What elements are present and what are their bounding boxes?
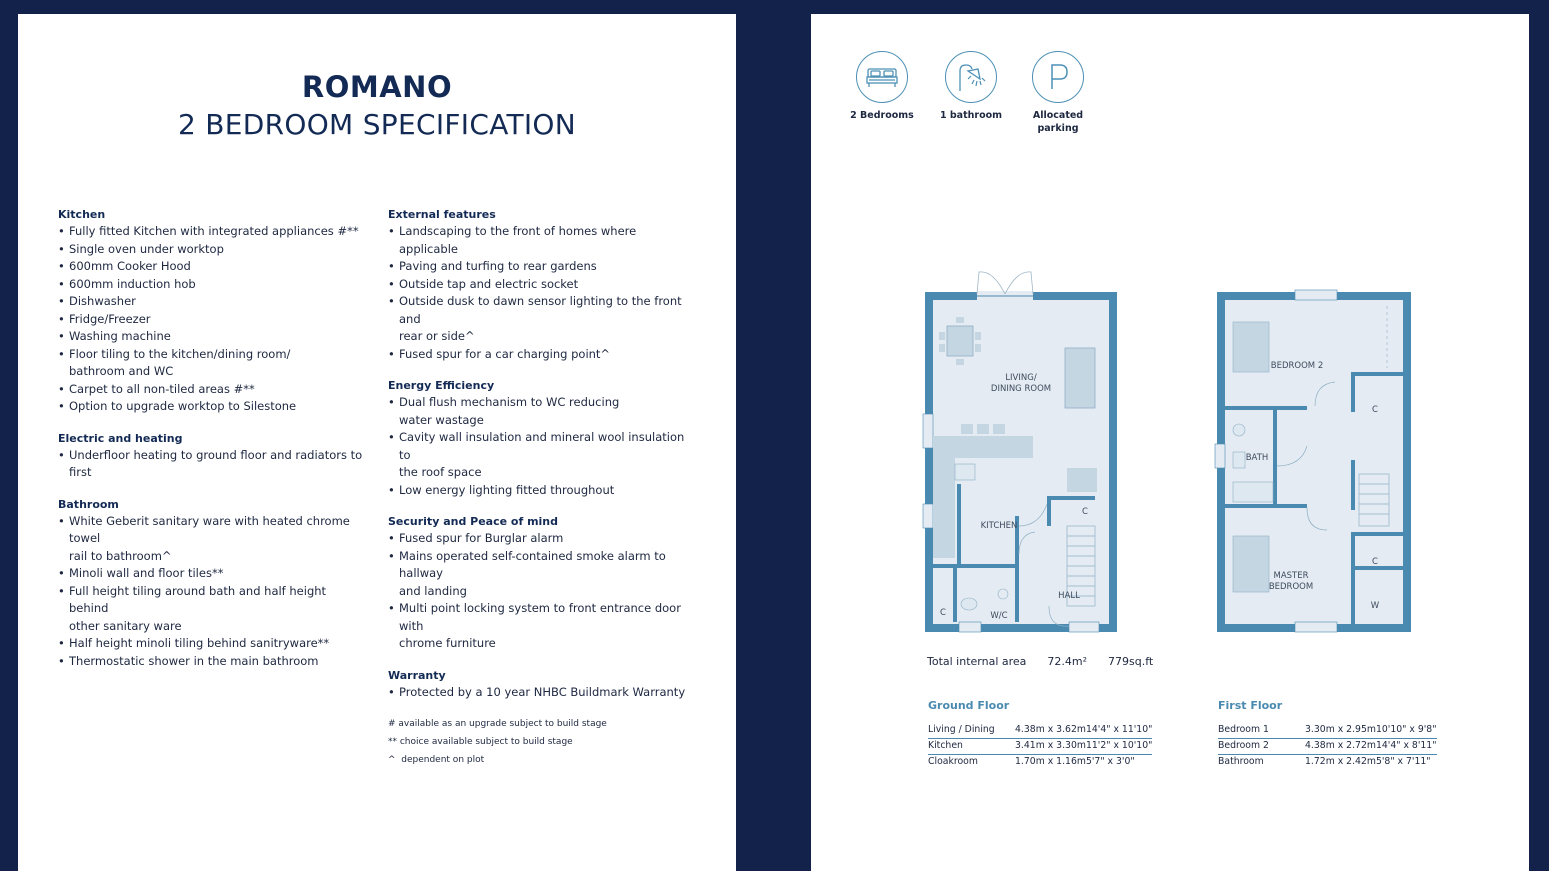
parking-icon bbox=[1032, 51, 1084, 103]
list-item: • Dishwasher bbox=[58, 293, 363, 311]
room-imperial: 5'8" x 7'11" bbox=[1375, 756, 1431, 767]
footnote: # available as an upgrade subject to build stage bbox=[388, 719, 607, 729]
list-item: • Floor tiling to the kitchen/dining room/ bathroom and WC bbox=[58, 346, 363, 381]
list-item: • Low energy lighting fitted throughout bbox=[388, 482, 693, 500]
area-label: Total internal area bbox=[927, 655, 1027, 668]
room-metric: 3.41m x 3.30m bbox=[1015, 739, 1086, 755]
room-metric: 4.38m x 2.72m bbox=[1305, 739, 1376, 755]
list-item: • Mains operated self-contained smoke alarm to hallway and landing bbox=[388, 548, 693, 601]
room-metric: 1.72m x 2.42m bbox=[1305, 756, 1376, 767]
bed-icon bbox=[856, 51, 908, 103]
room-label-dining: DINING ROOM bbox=[990, 384, 1052, 394]
list-item: • Dual flush mechanism to WC reducing water wastage bbox=[388, 394, 693, 429]
list-item: • Washing machine bbox=[58, 328, 363, 346]
room-imperial: 11'2" x 10'10" bbox=[1086, 739, 1152, 755]
spec-list bbox=[58, 447, 363, 482]
feature-bedrooms bbox=[842, 51, 922, 122]
room-label-kitchen: KITCHEN bbox=[980, 521, 1018, 531]
room-label-wc: W/C bbox=[990, 611, 1008, 621]
ground-plan-drawing bbox=[923, 272, 1117, 632]
spec-list bbox=[58, 513, 363, 671]
spec-column-left bbox=[58, 206, 363, 670]
list-item: • White Geberit sanitary ware with heated chrome towel rail to bathroom^ bbox=[58, 513, 363, 566]
section-heading: External features bbox=[388, 208, 496, 221]
footnote: ** choice available subject to build stage bbox=[388, 737, 573, 747]
table-row bbox=[1218, 755, 1437, 771]
list-item: • Fridge/Freezer bbox=[58, 311, 363, 329]
room-name: Living / Dining bbox=[928, 723, 1015, 739]
list-item: • Underfloor heating to ground floor and radiators to first bbox=[58, 447, 363, 482]
list-item: • Thermostatic shower in the main bathroom bbox=[58, 653, 363, 671]
page-subtitle: 2 BEDROOM SPECIFICATION bbox=[177, 108, 577, 141]
room-label-bedroom-2: BEDROOM 2 bbox=[1270, 361, 1324, 371]
room-metric: 3.30m x 2.95m bbox=[1305, 723, 1376, 739]
feature-parking bbox=[1018, 51, 1098, 135]
ground-floor-heading: Ground Floor bbox=[928, 699, 1010, 712]
room-label-cupboard: C bbox=[1372, 557, 1378, 567]
list-item: • Fully fitted Kitchen with integrated appliances #** bbox=[58, 223, 363, 241]
section-heading: Kitchen bbox=[58, 208, 106, 221]
room-label-cupboard: C bbox=[1372, 405, 1378, 415]
room-imperial: 14'4" x 11'10" bbox=[1086, 723, 1152, 739]
section-heading: Electric and heating bbox=[58, 431, 183, 445]
table-row bbox=[928, 739, 1152, 755]
section-heading: Security and Peace of mind bbox=[388, 515, 559, 528]
area-metric: 72.4m² bbox=[1047, 655, 1088, 668]
spec-list bbox=[388, 394, 693, 499]
spec-column-right bbox=[388, 206, 693, 769]
feature-label: 2 Bedrooms bbox=[850, 110, 914, 121]
list-item: • 600mm Cooker Hood bbox=[58, 258, 363, 276]
room-name: Cloakroom bbox=[928, 756, 978, 767]
list-item: • Outside tap and electric socket bbox=[388, 276, 693, 294]
list-item: • Paving and turfing to rear gardens bbox=[388, 258, 693, 276]
ground-floor-plan bbox=[919, 264, 1121, 636]
table-row bbox=[928, 723, 1152, 739]
room-label-wardrobe: W bbox=[1370, 601, 1380, 611]
room-label-master: MASTER bbox=[1273, 571, 1309, 581]
list-item: • Fused spur for a car charging point^ bbox=[388, 346, 693, 364]
feature-label: 1 bathroom bbox=[939, 110, 1003, 121]
list-item: • Carpet to all non-tiled areas #** bbox=[58, 381, 363, 399]
table-row bbox=[1218, 723, 1437, 739]
section-heading: Bathroom bbox=[58, 497, 119, 511]
first-floor-heading: First Floor bbox=[1218, 699, 1283, 712]
list-item: • Full height tiling around bath and half height behind other sanitary ware bbox=[58, 583, 363, 636]
list-item: • Minoli wall and floor tiles** bbox=[58, 565, 363, 583]
list-item: • Protected by a 10 year NHBC Buildmark Warranty bbox=[388, 684, 693, 702]
room-label-living: LIVING/ bbox=[1005, 373, 1037, 383]
list-item: • Multi point locking system to front entrance door with chrome furniture bbox=[388, 600, 693, 653]
spec-list bbox=[388, 530, 693, 653]
room-label-cupboard: C bbox=[1082, 507, 1088, 517]
section-heading: Warranty bbox=[388, 668, 446, 682]
page-title: ROMANO bbox=[301, 70, 453, 104]
footnotes bbox=[388, 715, 693, 769]
footnote: ^ dependent on plot bbox=[388, 755, 485, 765]
room-name: Kitchen bbox=[928, 739, 1015, 755]
list-item: • Cavity wall insulation and mineral wool insulation to the roof space bbox=[388, 429, 693, 482]
room-label-cupboard: C bbox=[940, 608, 946, 618]
room-label-bedroom: BEDROOM bbox=[1268, 582, 1314, 592]
table-row bbox=[1218, 739, 1437, 755]
first-floor-plan bbox=[1211, 286, 1417, 638]
room-name: Bedroom 2 bbox=[1218, 739, 1305, 755]
ground-floor-table bbox=[928, 723, 1152, 770]
room-name: Bedroom 1 bbox=[1218, 723, 1305, 739]
room-metric: 1.70m x 1.16m bbox=[1015, 756, 1086, 767]
list-item: • Landscaping to the front of homes where applicable bbox=[388, 223, 693, 258]
room-imperial: 5'7" x 3'0" bbox=[1085, 756, 1135, 767]
area-imperial: 779sq.ft bbox=[1108, 655, 1154, 668]
list-item: • Half height minoli tiling behind sanitryware** bbox=[58, 635, 363, 653]
room-label-hall: HALL bbox=[1058, 591, 1080, 601]
list-item: • Fused spur for Burglar alarm bbox=[388, 530, 693, 548]
list-item: • 600mm induction hob bbox=[58, 276, 363, 294]
list-item: • Outside dusk to dawn sensor lighting to the front and rear or side^ bbox=[388, 293, 693, 346]
spec-list bbox=[58, 223, 363, 416]
list-item: • Single oven under worktop bbox=[58, 241, 363, 259]
feature-bathroom bbox=[931, 51, 1011, 122]
left-page bbox=[18, 14, 736, 871]
table-row bbox=[928, 755, 1152, 771]
shower-icon bbox=[945, 51, 997, 103]
section-heading: Energy Efficiency bbox=[388, 379, 495, 392]
list-item: • Option to upgrade worktop to Silestone bbox=[58, 398, 363, 416]
room-imperial: 14'4" x 8'11" bbox=[1376, 739, 1437, 755]
room-imperial: 10'10" x 9'8" bbox=[1376, 723, 1437, 739]
spec-list bbox=[388, 684, 693, 702]
room-label-bath: BATH bbox=[1245, 453, 1269, 463]
first-plan-drawing bbox=[1215, 290, 1411, 632]
total-internal-area bbox=[927, 655, 1153, 668]
right-page bbox=[811, 14, 1529, 871]
first-floor-table bbox=[1218, 723, 1437, 770]
spec-list bbox=[388, 223, 693, 363]
feature-label: Allocated parking bbox=[1032, 110, 1084, 134]
room-metric: 4.38m x 3.62m bbox=[1015, 723, 1086, 739]
room-name: Bathroom bbox=[1218, 756, 1264, 767]
